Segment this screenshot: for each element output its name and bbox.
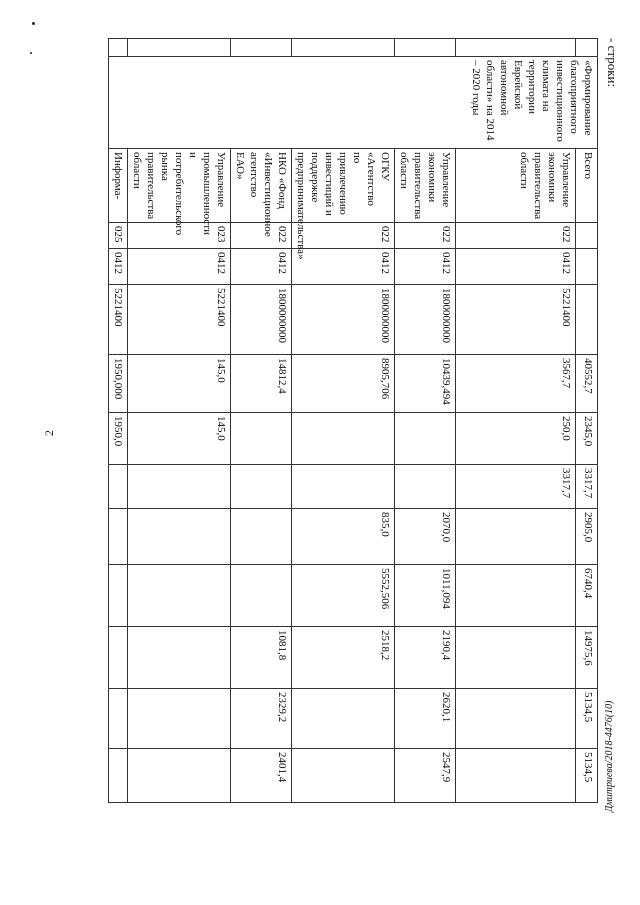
value-cell xyxy=(456,509,576,565)
value-cell xyxy=(395,413,456,465)
value-cell: 1011,094 xyxy=(395,565,456,627)
value-cell: 0412 xyxy=(456,249,576,285)
row-index-cell xyxy=(576,39,598,57)
value-cell: 5221400 xyxy=(456,285,576,355)
value-cell: 022 xyxy=(231,223,292,249)
value-cell: 023 xyxy=(128,223,231,249)
value-cell: 3567,7 xyxy=(456,355,576,413)
executor-cell: Управление экономики правительства области xyxy=(456,149,576,223)
value-cell: 14975,6 xyxy=(576,627,598,689)
value-cell: 2547,9 xyxy=(395,749,456,803)
value-cell: 2345,0 xyxy=(576,413,598,465)
value-cell: 250,0 xyxy=(456,413,576,465)
value-cell: 2518,2 xyxy=(292,627,395,689)
value-cell: 022 xyxy=(456,223,576,249)
value-cell xyxy=(231,413,292,465)
program-name-cell: «Формирование благоприятного инвестиционного климата на территории Еврейской автономной области» на 2014 – 2020 годы xyxy=(109,57,598,149)
value-cell xyxy=(109,565,128,627)
value-cell: 2329,2 xyxy=(231,689,292,749)
executor-cell: Информа- xyxy=(109,149,128,223)
table-row xyxy=(231,39,292,803)
value-cell: 1800000000 xyxy=(231,285,292,355)
value-cell xyxy=(109,509,128,565)
value-cell xyxy=(292,689,395,749)
value-cell: 8905,706 xyxy=(292,355,395,413)
value-cell: 1950,000 xyxy=(109,355,128,413)
value-cell xyxy=(109,749,128,803)
value-cell: 145,0 xyxy=(128,413,231,465)
row-index-cell xyxy=(456,39,576,57)
value-cell: 6740,4 xyxy=(576,565,598,627)
budget-table xyxy=(108,38,598,803)
value-cell: 1800000000 xyxy=(395,285,456,355)
value-cell: 022 xyxy=(395,223,456,249)
scan-speck xyxy=(30,52,32,54)
section-caption: - строки: xyxy=(605,38,620,88)
row-index-cell xyxy=(292,39,395,57)
table-row xyxy=(109,39,128,803)
value-cell: 2401,4 xyxy=(231,749,292,803)
row-index-cell xyxy=(395,39,456,57)
value-cell: 835,0 xyxy=(292,509,395,565)
executor-cell: Управление промышленности и потребительского рынка правительства области xyxy=(128,149,231,223)
value-cell: 1081,8 xyxy=(231,627,292,689)
table-row xyxy=(576,39,598,803)
table-row xyxy=(456,39,576,803)
value-cell xyxy=(109,689,128,749)
value-cell xyxy=(231,565,292,627)
value-cell xyxy=(576,223,598,249)
value-cell xyxy=(128,509,231,565)
value-cell: 14812,4 xyxy=(231,355,292,413)
page-number: 2 xyxy=(42,430,56,436)
value-cell: 0412 xyxy=(109,249,128,285)
row-index-cell xyxy=(109,39,128,57)
value-cell xyxy=(456,749,576,803)
value-cell: 145,0 xyxy=(128,355,231,413)
value-cell: 1950,0 xyxy=(109,413,128,465)
executor-cell: Управление экономики правительства области xyxy=(395,149,456,223)
value-cell xyxy=(231,509,292,565)
executor-cell: НКО «Фонд «Инвестиционное агентство ЕАО» xyxy=(231,149,292,223)
value-cell xyxy=(576,285,598,355)
value-cell: 3317,7 xyxy=(576,465,598,509)
value-cell: 2190,4 xyxy=(395,627,456,689)
value-cell: 0412 xyxy=(231,249,292,285)
value-cell: 2070,0 xyxy=(395,509,456,565)
value-cell: 025 xyxy=(109,223,128,249)
table-body xyxy=(109,39,598,803)
value-cell: 10439,494 xyxy=(395,355,456,413)
value-cell: 5221400 xyxy=(128,285,231,355)
value-cell xyxy=(456,689,576,749)
value-cell: 0412 xyxy=(395,249,456,285)
value-cell xyxy=(109,465,128,509)
scan-speck xyxy=(32,22,35,25)
value-cell xyxy=(292,413,395,465)
value-cell: 0412 xyxy=(292,249,395,285)
value-cell xyxy=(292,465,395,509)
value-cell xyxy=(231,465,292,509)
value-cell xyxy=(456,627,576,689)
value-cell xyxy=(576,249,598,285)
value-cell: 022 xyxy=(292,223,395,249)
value-cell xyxy=(128,565,231,627)
value-cell xyxy=(395,465,456,509)
value-cell: 40552,7 xyxy=(576,355,598,413)
value-cell: 5221400 xyxy=(109,285,128,355)
value-cell: 2905,0 xyxy=(576,509,598,565)
value-cell xyxy=(128,465,231,509)
executor-cell: Всего xyxy=(576,149,598,223)
value-cell xyxy=(292,749,395,803)
footer-note: Дмитриева/2018-4476(10) xyxy=(604,700,615,812)
value-cell xyxy=(128,749,231,803)
value-cell: 5552,506 xyxy=(292,565,395,627)
table-row xyxy=(128,39,231,803)
value-cell xyxy=(128,627,231,689)
row-index-cell xyxy=(231,39,292,57)
executor-cell: ОГКУ «Агентство по привлечению инвестиций и поддержке предпринимательства» xyxy=(292,149,395,223)
row-index-cell xyxy=(128,39,231,57)
value-cell: 5134,5 xyxy=(576,689,598,749)
value-cell: 3317,7 xyxy=(456,465,576,509)
table-row xyxy=(395,39,456,803)
value-cell: 5134,5 xyxy=(576,749,598,803)
value-cell xyxy=(109,627,128,689)
value-cell: 2620,1 xyxy=(395,689,456,749)
value-cell xyxy=(456,565,576,627)
value-cell xyxy=(128,689,231,749)
table-row xyxy=(292,39,395,803)
value-cell: 1800000000 xyxy=(292,285,395,355)
value-cell: 0412 xyxy=(128,249,231,285)
